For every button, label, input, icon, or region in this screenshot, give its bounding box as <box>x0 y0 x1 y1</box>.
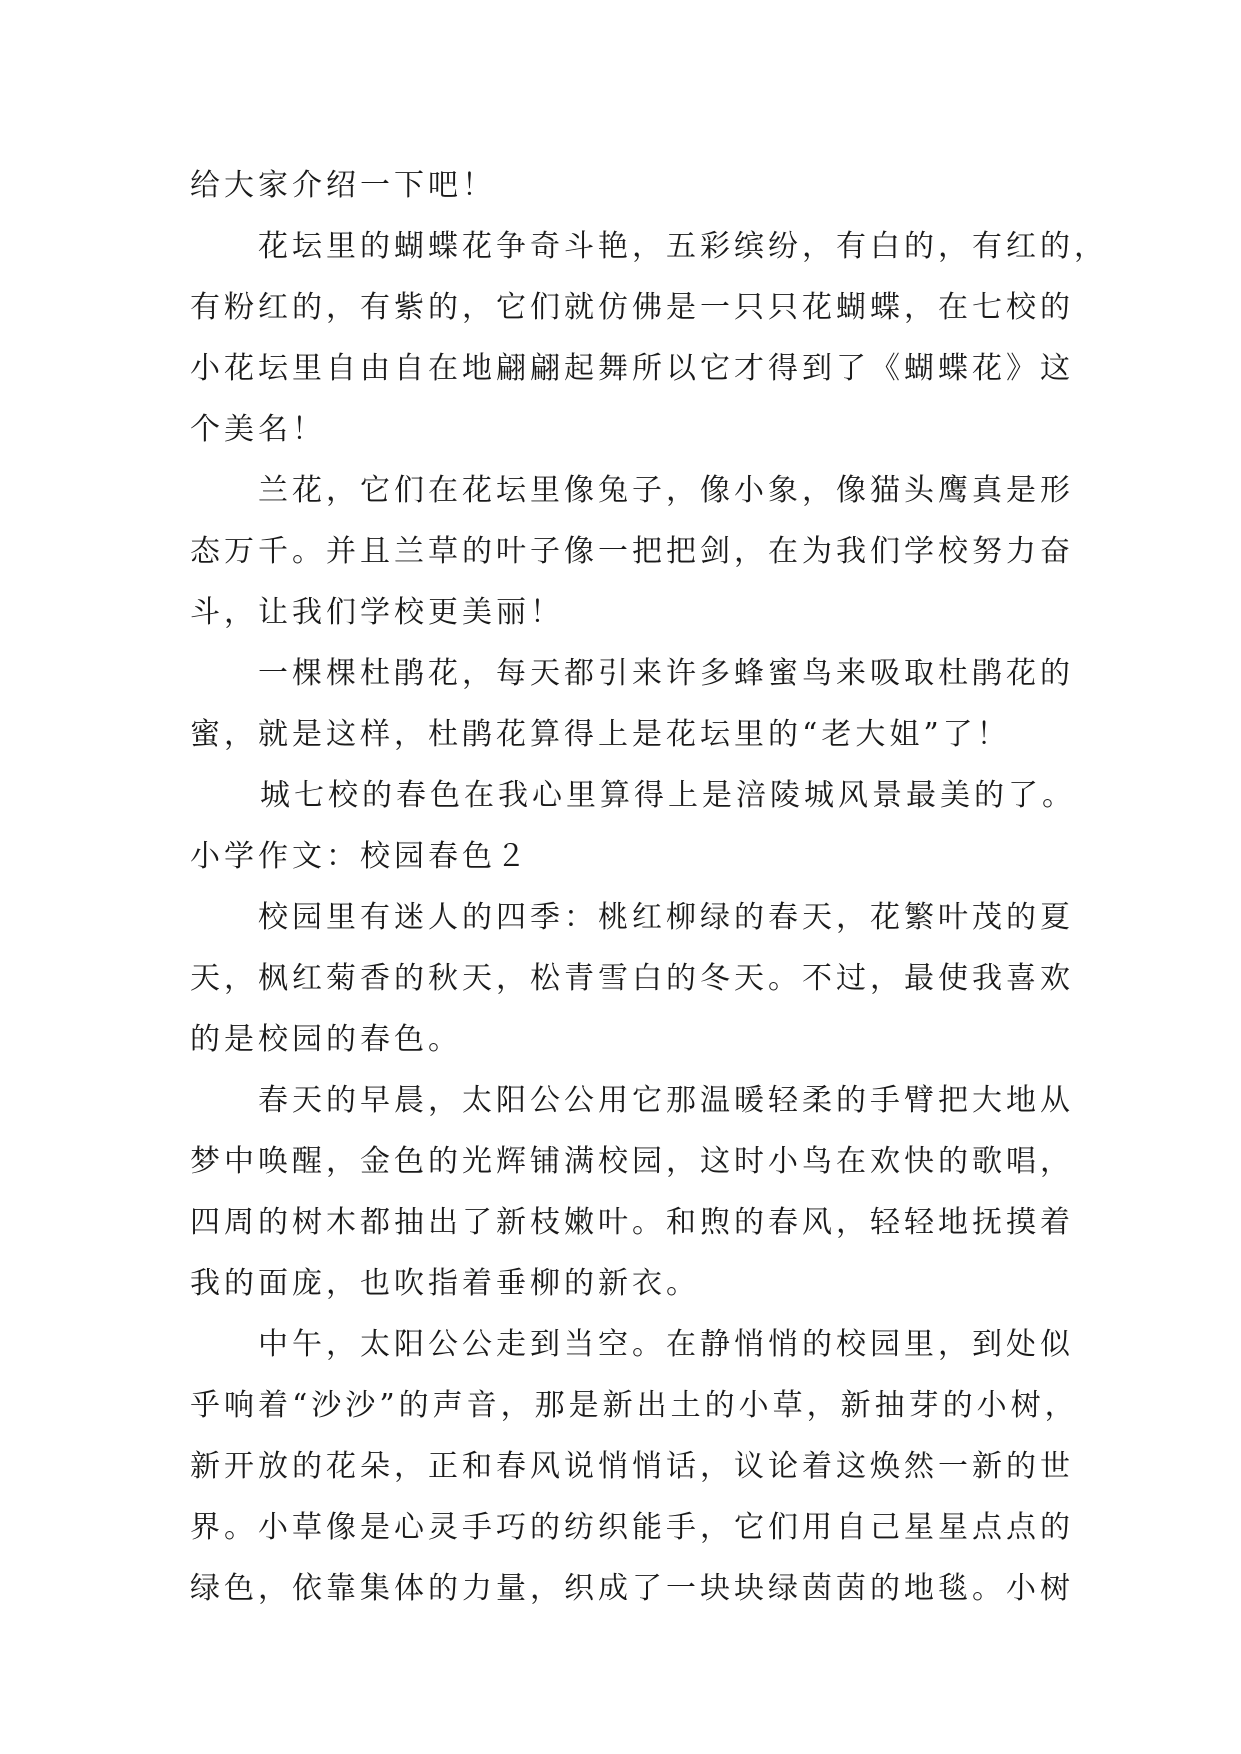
document-page <box>190 155 1108 1619</box>
text-line: 斗，让我们学校更美丽！ <box>190 595 564 630</box>
text-line: 有粉红的，有紫的，它们就仿佛是一只只花蝴蝶，在七校的 <box>190 290 1074 325</box>
text-line: 兰花，它们在花坛里像兔子，像小象，像猫头鹰真是形 <box>258 473 1074 508</box>
text-line: 中午，太阳公公走到当空。在静悄悄的校园里，到处似 <box>258 1327 1074 1362</box>
text-line: 我的面庞，也吹指着垂柳的新衣。 <box>190 1266 700 1301</box>
text-line: 新开放的花朵，正和春风说悄悄话，议论着这焕然一新的世 <box>190 1449 1074 1484</box>
text-line: 小花坛里自由自在地翩翩起舞所以它才得到了《蝴蝶花》这 <box>190 351 1074 386</box>
section-heading: 小学作文：校园春色２ <box>190 839 530 874</box>
text-line: 个美名！ <box>190 412 326 447</box>
text-line: 绿色，依靠集体的力量，织成了一块块绿茵茵的地毯。小树 <box>190 1571 1074 1606</box>
text-line: 城七校的春色在我心里算得上是涪陵城风景最美的了。 <box>260 778 1076 813</box>
text-line: 花坛里的蝴蝶花争奇斗艳，五彩缤纷，有白的，有红的， <box>258 229 1108 264</box>
text-line: 给大家介绍一下吧！ <box>190 168 496 203</box>
text-line: 四周的树木都抽出了新枝嫩叶。和煦的春风，轻轻地抚摸着 <box>190 1205 1074 1240</box>
text-line: 一棵棵杜鹃花，每天都引来许多蜂蜜鸟来吸取杜鹃花的 <box>258 656 1074 691</box>
text-line: 校园里有迷人的四季：桃红柳绿的春天，花繁叶茂的夏 <box>258 900 1074 935</box>
text-line: 的是校园的春色。 <box>190 1022 462 1057</box>
text-line: 乎响着“沙沙”的声音，那是新出土的小草，新抽芽的小树， <box>190 1388 1079 1423</box>
text-line: 天，枫红菊香的秋天，松青雪白的冬天。不过，最使我喜欢 <box>190 961 1074 996</box>
text-line: 蜜，就是这样，杜鹃花算得上是花坛里的“老大姐”了！ <box>190 717 1011 752</box>
text-line: 春天的早晨，太阳公公用它那温暖轻柔的手臂把大地从 <box>258 1083 1074 1118</box>
text-line: 态万千。并且兰草的叶子像一把把剑，在为我们学校努力奋 <box>190 534 1074 569</box>
text-line: 梦中唤醒，金色的光辉铺满校园，这时小鸟在欢快的歌唱， <box>190 1144 1074 1179</box>
text-line: 界。小草像是心灵手巧的纺织能手，它们用自己星星点点的 <box>190 1510 1074 1545</box>
